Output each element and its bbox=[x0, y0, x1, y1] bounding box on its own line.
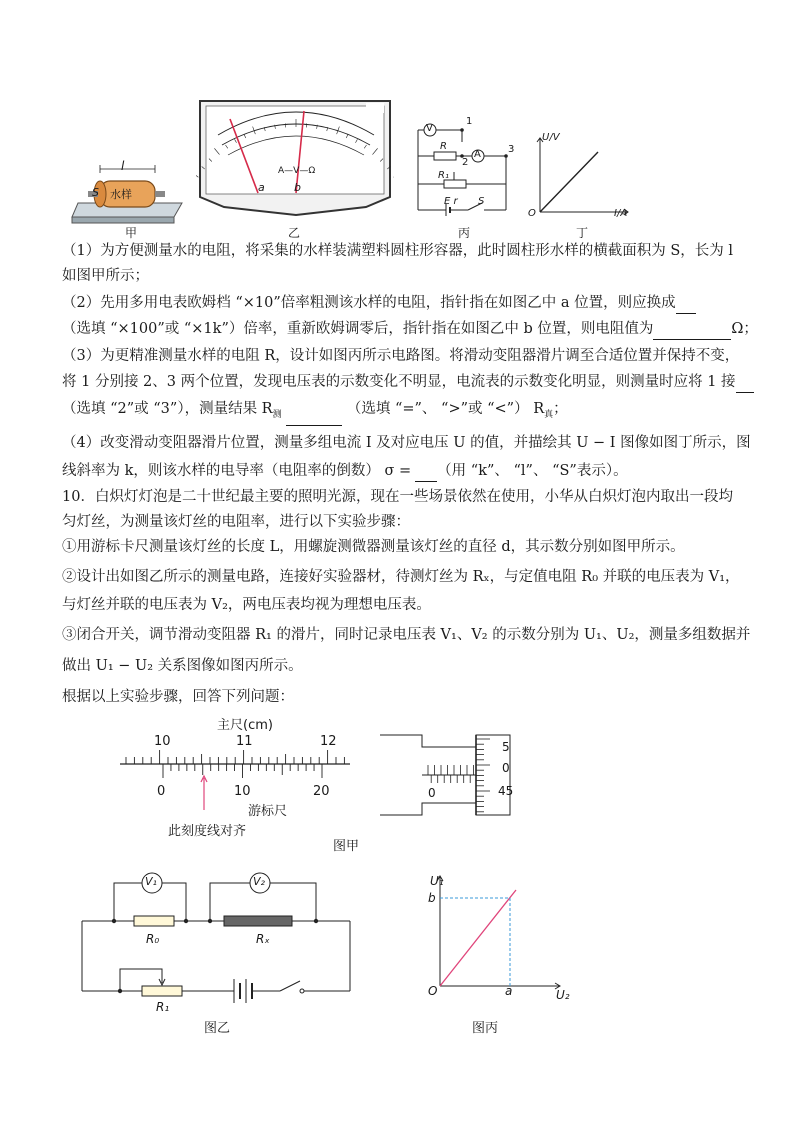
answer-blank-compare[interactable] bbox=[286, 409, 342, 426]
r0-label: R₀ bbox=[146, 932, 160, 946]
bing-r-label: R bbox=[440, 141, 447, 152]
vernier-tick-20: 20 bbox=[313, 784, 330, 799]
figure-bing-bottom-caption: 图丙 bbox=[472, 1021, 499, 1036]
meter-v1-label: V₁ bbox=[145, 875, 157, 888]
pointer-a-label: a bbox=[258, 181, 265, 194]
figure-yi-caption: 乙 bbox=[288, 226, 301, 240]
answer-blank-multiplier[interactable] bbox=[676, 297, 696, 314]
u1-u2-graph bbox=[420, 870, 570, 1000]
alignment-label: 此刻度线对齐 bbox=[168, 824, 247, 839]
q9-part4-cont bbox=[62, 460, 752, 482]
answer-blank-conductivity[interactable] bbox=[415, 465, 437, 482]
q9-part1: （1）为方便测量水的电阻，将采集的水样装满塑料圆柱形容器，此时圆柱形水样的横截面积为 S，长为 l bbox=[62, 243, 734, 259]
figure-ding-ui-graph bbox=[528, 130, 638, 220]
bing-meter-a: A bbox=[474, 149, 481, 160]
graph-x-axis: U₂ bbox=[556, 988, 570, 1002]
caliper-main-label: 主尺(cm) bbox=[217, 718, 273, 733]
q9-part2-cont bbox=[62, 318, 758, 340]
subscript-measured: 测 bbox=[272, 409, 282, 420]
q9-part3-cont bbox=[62, 371, 752, 393]
figure-ding-caption: 丁 bbox=[576, 226, 589, 240]
dial-tick bbox=[196, 175, 198, 177]
q9-part3-text-b: 将 1 分别接 2、3 两个位置，发现电压表的示数变化不明显，电流表的示数变化明显，则测量时应将 1 接 bbox=[62, 374, 736, 390]
figure-yi-multimeter bbox=[196, 97, 394, 217]
answer-blank-terminal[interactable] bbox=[736, 376, 754, 393]
q10-step3-cont: 做出 U₁ − U₂ 关系图像如图丙所示。 bbox=[62, 658, 303, 674]
graph-a-label: a bbox=[505, 984, 513, 998]
thimble-tick-45: 45 bbox=[498, 784, 514, 798]
bing-s-label: S bbox=[478, 196, 485, 207]
main-tick-10: 10 bbox=[154, 734, 171, 749]
q10-title: 10．白炽灯灯泡是二十世纪最主要的照明光源，现在一些场景依然在使用，小华从白炽灯泡内取出一段均 bbox=[62, 489, 733, 505]
r1-label: R₁ bbox=[156, 1000, 170, 1014]
bing-terminal-2: 2 bbox=[462, 157, 469, 168]
bing-terminal-3: 3 bbox=[508, 144, 515, 155]
q9-part3-text-c1: （选填 “2”或 “3”），测量结果 R bbox=[62, 401, 273, 417]
graph-origin: O bbox=[428, 984, 438, 998]
q9-part4: （4）改变滑动变阻器滑片位置，测量多组电流 I 及对应电压 U 的值，并描绘其 U − I 图像如图丁所示，图 bbox=[62, 435, 751, 451]
main-tick-12: 12 bbox=[320, 734, 337, 749]
q10-step1: ①用游标卡尺测量该灯丝的长度 L，用螺旋测微器测量该灯丝的直径 d，其示数分别如图甲所示。 bbox=[62, 539, 685, 555]
ding-y-axis: U/V bbox=[542, 132, 560, 143]
figure-jia-caption: 甲 bbox=[125, 226, 138, 240]
ohm-unit: Ω； bbox=[731, 321, 758, 337]
length-label: l bbox=[121, 159, 125, 173]
q9-part4-text-b2: （用 “k”、 “l”、 “S”表示）。 bbox=[437, 463, 628, 479]
vernier-tick-0: 0 bbox=[157, 784, 166, 799]
thimble-tick-5: 5 bbox=[502, 740, 510, 754]
figure-jia-bottom-caption: 图甲 bbox=[333, 839, 360, 854]
dial-scale-text: A—V—Ω bbox=[278, 166, 316, 176]
sleeve-zero: 0 bbox=[428, 786, 436, 800]
answer-blank-resistance[interactable] bbox=[653, 323, 731, 340]
thimble-tick-0: 0 bbox=[502, 761, 510, 775]
bing-meter-v: V bbox=[426, 123, 433, 134]
figure-yi-bottom-caption: 图乙 bbox=[204, 1021, 231, 1036]
q10-prompt: 根据以上实验步骤，回答下列问题： bbox=[62, 689, 294, 705]
graph-b-label: b bbox=[428, 891, 436, 905]
q9-part2-text-b: （选填 “×100”或 “×1k”）倍率，重新欧姆调零后，指针指在如图乙中 b 位置，则电阻值为 bbox=[62, 321, 654, 337]
rx-label: Rₓ bbox=[256, 932, 270, 946]
q10-title-cont: 匀灯丝，为测量该灯丝的电阻率，进行以下实验步骤： bbox=[62, 514, 410, 530]
subscript-true: 真 bbox=[544, 409, 554, 420]
pointer-b-label: b bbox=[294, 181, 301, 194]
meter-v2-label: V₂ bbox=[253, 875, 265, 888]
q9-part3: （3）为更精准测量水样的电阻 R，设计如图丙所示电路图。将滑动变阻器滑片调至合适位置并保持不变， bbox=[62, 348, 740, 364]
bing-r1-label: R₁ bbox=[438, 170, 449, 181]
bing-terminal-1: 1 bbox=[466, 116, 473, 127]
q9-part3-text-c3: ； bbox=[553, 401, 568, 417]
vernier-tick-10: 10 bbox=[234, 784, 251, 799]
ding-x-axis: I/A bbox=[614, 208, 628, 219]
q9-part3-cont2 bbox=[62, 398, 752, 426]
vernier-label: 游标尺 bbox=[248, 804, 288, 819]
sample-label: 水样 bbox=[110, 188, 132, 201]
ding-origin: O bbox=[528, 208, 536, 219]
q10-step2-cont: 与灯丝并联的电压表为 V₂，两电压表均视为理想电压表。 bbox=[62, 597, 431, 613]
q10-step3: ③闭合开关，调节滑动变阻器 R₁ 的滑片，同时记录电压表 V₁、V₂ 的示数分别为 U₁、U₂，测量多组数据并 bbox=[62, 627, 751, 643]
q10-step2: ②设计出如图乙所示的测量电路，连接好实验器材，待测灯丝为 Rₓ，与定值电阻 R₀ 并联的电压表为 V₁， bbox=[62, 569, 740, 585]
q9-part3-text-c2: （选填 “=”、 “>”或 “<”） R bbox=[346, 401, 545, 417]
q9-part2-text: （2）先用多用电表欧姆档 “×10”倍率粗测该水样的电阻，指针指在如图乙中 a 位置，则应换成 bbox=[62, 295, 676, 311]
q9-part2 bbox=[62, 292, 752, 314]
q9-part1-cont: 如图甲所示； bbox=[62, 268, 149, 284]
main-tick-11: 11 bbox=[236, 734, 253, 749]
bing-er-label: E r bbox=[444, 196, 458, 207]
q9-part4-text-b1: 线斜率为 k，则该水样的电导率（电阻率的倒数） σ = bbox=[62, 463, 412, 479]
area-label: S bbox=[92, 186, 99, 199]
circuit-yi bbox=[74, 865, 356, 1015]
figure-bing-caption: 丙 bbox=[458, 226, 471, 240]
graph-y-axis: U₁ bbox=[430, 874, 444, 888]
